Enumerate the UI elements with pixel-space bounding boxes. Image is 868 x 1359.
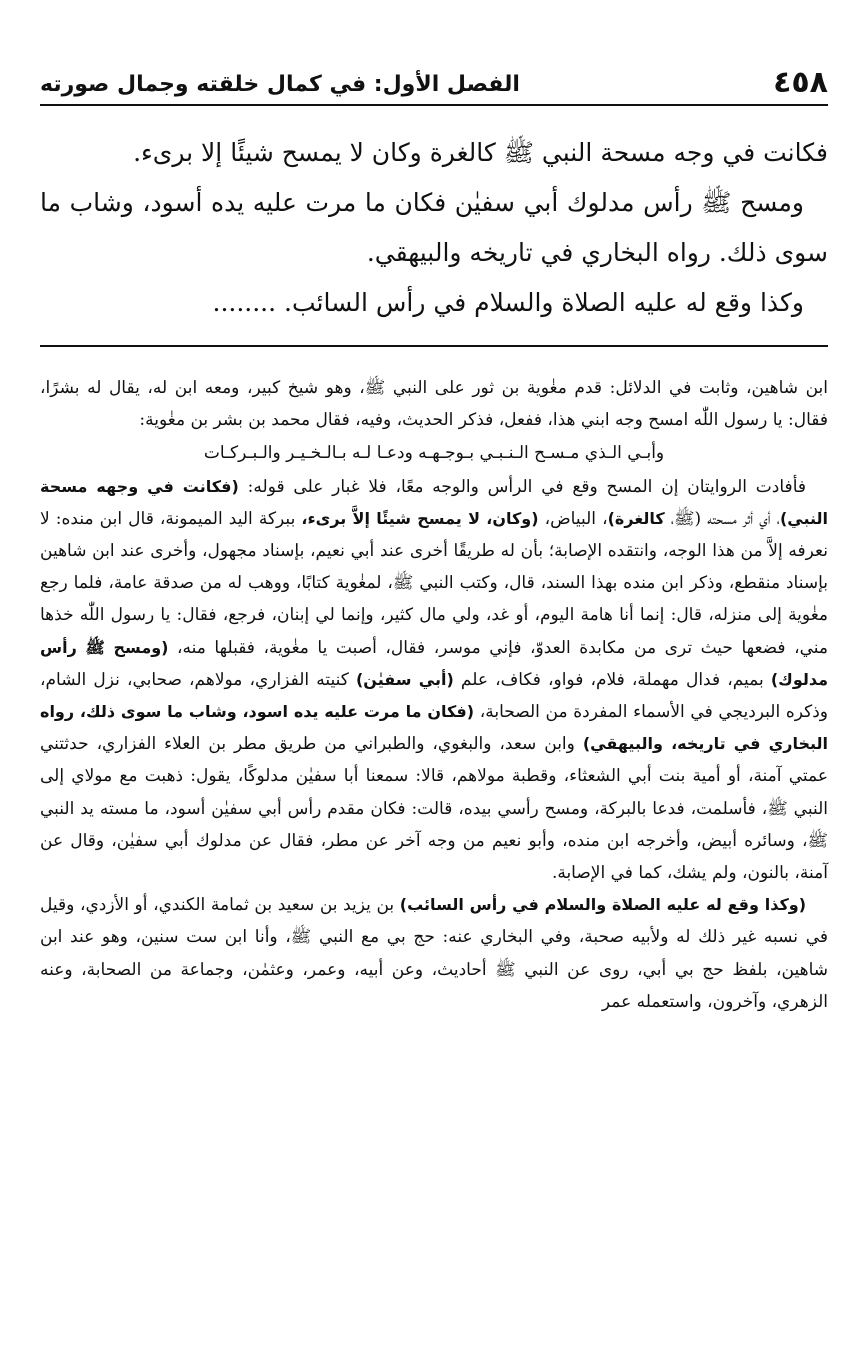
quoted-matn: (وكان، لا يمسح شيئًا إلاَّ برىء، <box>301 508 539 528</box>
quoted-matn: (وكذا وقع له عليه الصلاة والسلام في رأس السائب) <box>399 895 807 915</box>
main-paragraph-3-text: وكذا وقع له عليه الصلاة والسلام في رأس السائب. <box>284 288 804 317</box>
main-text <box>40 128 828 328</box>
main-paragraph-2: ومسح ﷺ رأس مدلوك أبي سفيٰن فكان ما مرت عليه يده أسود، وشاب ما سوى ذلك. رواه البخاري في تاريخه والبيهقي. <box>40 188 828 267</box>
commentary-text-run: كنيته الفزاري، مولاهم، صحابي، نزل الشام، وذكره البرديجي في الأسماء المفردة من الصحابة، <box>40 669 829 723</box>
commentary-text-run: ، البياض، <box>544 508 608 529</box>
quoted-matn: كالغرة) <box>607 508 665 528</box>
running-title: الفصل الأول: في كمال خلقته وجمال صورته <box>40 72 520 97</box>
commentary-text-run: بن يزيد بن سعيد بن ثمامة الكندي، أو الأزدي، وقيل في نسبه غير ذلك له ولأبيه صحبة، وفي البخاري عنه: حج بي مع النبي ﷺ، وأنا ابن ست سنين، وهو عند ابن شاهين، بلفظ حج بي أبي، روى عن النبي ﷺ أحاديث، وعن أبيه، وعمر، وعثمٰن، وجماعة من الصحابة، وعنه الزهري، وآخرون، واستعمله عمر <box>40 895 828 1012</box>
commentary-paragraph-1: ابن شاهين، وثابت في الدلائل: قدم مغٰوية بن ثور على النبي ﷺ، وهو شيخ كبير، ومعه ابن له، يقال له بشرًا، فقال: يا رسول اللّٰه امسح وجه ابني هذا، ففعل، فذكر الحديث، وفيه، فقال محمد بن بشر بن مغٰوية: <box>40 378 828 431</box>
main-paragraph-3 <box>40 278 828 328</box>
footnote-separator <box>40 345 828 347</box>
main-paragraph-1: فكانت في وجه مسحة النبي ﷺ كالغرة وكان لا يمسح شيئًا إلا برىء. <box>133 138 828 167</box>
poetry-verse: وأبـي الـذي مـسـح الـنـبـي بـوجـهـه ودعـا لـه بـالـخـيـر والـبـركـات <box>203 443 665 464</box>
quoted-matn: (أبي سفيٰن) <box>355 669 454 689</box>
commentary-paragraph-3 <box>40 889 828 1018</box>
ellipsis-dots: ........ <box>212 288 277 317</box>
commentary-text-run: ، أي أثر مسحته (ﷺ، <box>670 508 780 529</box>
commentary-text-run: ببركة اليد الميمونة، قال ابن منده: لا نعرفه إلاَّ من هذا الوجه، وانتقده الإصابة؛ بأن له طريقًا أخرى عند أبي نعيم، بإسناد مجهول، وأخرى عند ابن شاهين بإسناد منقطع، وذكر ابن منده بهذا السند، قال، وكتب النبي ﷺ، لمغٰوية كتابًا، ووهب له من صدقة عامة، فلما رجع مغٰوية إلى منزله، قال: إنما أنا هامة اليوم، أو غد، ولي مال كثير، وإنما لي إبنان، فرجع، فقال: يا رسول اللّٰه خذها مني، فضعها حيث ترى من مكابدة العدوّ، فإني موسر، فقال، أصبت يا مغٰوية، فقبلها منه، <box>40 508 828 658</box>
commentary-paragraph-2 <box>40 471 828 890</box>
commentary-text-run: وابن سعد، والبغوي، والطبراني من طريق مطر بن العلاء الفزاري، حدثتني عمتي آمنة، أو أمية بنت أبي الشعثاء، وقطبة مولاهم، قالا: سمعنا أبا سفيٰن مدلوكًا، يقول: ذهبت مع مولاي إلى النبي ﷺ، فأسلمت، فدعا بالبركة، ومسح رأسي بيده، قالت: فكان مقدم رأس أبي سفيٰن أسود، ما مسته يد النبي ﷺ، وسائره أبيض، وأخرجه ابن منده، وأبو نعيم من وجه آخر عن مطر، فقال عن مدلوك أبي سفيٰن، وقال عن آمنة، بالنون، ولم يشك، كما في الإصابة. <box>40 734 828 884</box>
commentary-text-run: فأفادت الروايتان إن المسح وقع في الرأس والوجه معًا، فلا غبار على قوله: <box>247 476 806 497</box>
commentary-text <box>40 372 828 1018</box>
page-header <box>40 58 828 106</box>
page-number: ٤٥٨ <box>773 65 828 100</box>
quoted-matn: (فكانت في وجهه مسحة النبي) <box>40 476 828 528</box>
quoted-matn: (ومسح ﷺ رأس مدلوك) <box>40 637 829 689</box>
commentary-text-run: بميم، فدال مهملة، فلام، فواو، فكاف، علم <box>460 669 764 690</box>
quoted-matn: (فكان ما مرت عليه يده اسود، وشاب ما سوى ذلك، رواه البخاري في تاريخه، والبيهقي) <box>40 702 829 754</box>
